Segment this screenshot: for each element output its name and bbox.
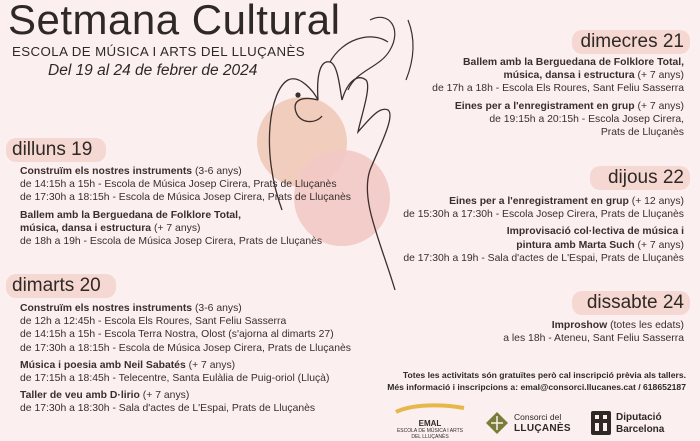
event-title: Construïm els nostres instruments [20,166,193,177]
event-time: de 17:30h a 18:15h - Escola de Música Josep Cirera, Prats de Lluçanès [20,342,351,354]
emal-logo-sub: ESCOLA DE MÚSICA I ARTS [396,428,464,434]
event-age: (+ 7 anys) [634,239,684,251]
dijous-events [403,195,684,265]
dimecres-events [432,56,684,139]
diputacio-line1: Diputació [616,412,662,423]
event-age: (3-6 anys) [192,303,242,314]
event-age: (3-6 anys) [192,166,242,177]
event-time: de 14:15h a 15h - Escola Terra Nostra, Olost (s'ajorna al dimarts 27) [20,329,334,341]
event-age: (+ 7 anys) [634,70,684,82]
event-time: de 17:30h a 19h - Sala d'actes de L'Espai, Prats de Lluçanès [403,252,684,264]
event-title-cont: música, dansa i estructura [20,222,152,234]
event-title: Eines per a l'enregistrament en grup [454,100,635,112]
consorci-logo [484,410,574,438]
event-time: de 15:30h a 17:30h - Escola Josep Cirera, Prats de Lluçanès [403,209,684,221]
event-time: a les 18h - Ateneu, Sant Feliu Sasserra [503,333,684,345]
poster-dates: Del 19 al 24 de febrer de 2024 [48,62,258,79]
event-time: Prats de Lluçanès [600,127,684,139]
event-title: Construïm els nostres instruments [20,303,193,314]
dilluns-events [20,165,351,248]
emal-logo-sub2: DEL LLUÇANÈS [411,434,449,440]
diputacio-logo [590,410,690,438]
event-age: (+ 7 anys) [185,359,236,371]
emal-logo-mark [392,402,468,420]
poster-title: Setmana Cultural [8,0,341,43]
dimarts-events [20,302,351,416]
event-title: Ballem amb la Berguedana de Folklore Total, [20,209,241,221]
event-time: de 14:15h a 15h - Escola de Música Josep Cirera, Prats de Lluçanès [20,179,337,191]
diputacio-line2: Barcelona [616,424,665,435]
diputacio-shield-icon [590,410,612,436]
consorci-leaf-icon [484,410,510,436]
event-time: de 17:15h a 18:45h - Telecentre, Santa Eulàlia de Puig-oriol (Lluçà) [20,373,330,385]
consorci-line1: Consorci del [514,412,562,422]
emal-logo [392,402,468,438]
event-time: de 17:30h a 18:15h - Escola de Música Josep Cirera, Prats de Lluçanès [20,192,351,204]
event-title: Improvisació col·lectiva de música i [506,226,684,238]
footer-info [387,370,686,393]
event-time: de 17h a 18h - Escola Els Roures, Sant Feliu Sasserra [432,83,684,95]
event-age: (+ 7 anys) [634,100,684,112]
consorci-line2: LLUÇANÈS [514,423,571,434]
day-header-dissabte: dissabte 24 [572,291,690,315]
dissabte-events [503,319,684,345]
event-age: (+ 12 anys) [628,196,684,207]
event-title: Taller de veu amb D·lirio [20,390,140,402]
event-title-cont: pintura amb Marta Such [516,239,635,251]
day-header-dijous: dijous 22 [590,166,690,190]
event-time: de 19:15h a 20:15h - Escola Josep Cirera, [489,113,684,125]
event-time: de 18h a 19h - Escola de Música Josep Cirera, Prats de Lluçanès [20,236,323,248]
event-title: Ballem amb la Berguedana de Folklore Total, [463,57,684,68]
event-age: (totes les edats) [607,320,684,331]
event-time: de 17:30h a 18:30h - Sala d'actes de L'Espai, Prats de Lluçanès [20,403,316,415]
event-age: (+ 7 anys) [139,390,190,402]
emal-logo-name: EMAL [418,419,442,428]
footer-line2: Més informació i inscripcions a: emal@consorci.llucanes.cat / 618652187 [387,381,686,392]
event-title: Improshow [551,320,608,331]
poster-subtitle: ESCOLA DE MÚSICA I ARTS DEL LLUÇANÈS [12,44,305,59]
day-header-dimarts: dimarts 20 [6,274,116,298]
event-time: de 12h a 12:45h - Escola Els Roures, Sant Feliu Sasserra [20,316,287,328]
day-header-dimecres: dimecres 21 [572,30,690,54]
event-title: Eines per a l'enregistrament en grup [449,196,629,207]
event-age: (+ 7 anys) [151,222,201,234]
footer-line1: Totes les activitats són gratuïtes però cal inscripció prèvia als tallers. [402,370,686,380]
day-header-dilluns: dilluns 19 [6,138,106,162]
event-title-cont: música, dansa i estructura [503,70,635,82]
event-title: Música i poesia amb Neil Sabatés [20,359,186,371]
